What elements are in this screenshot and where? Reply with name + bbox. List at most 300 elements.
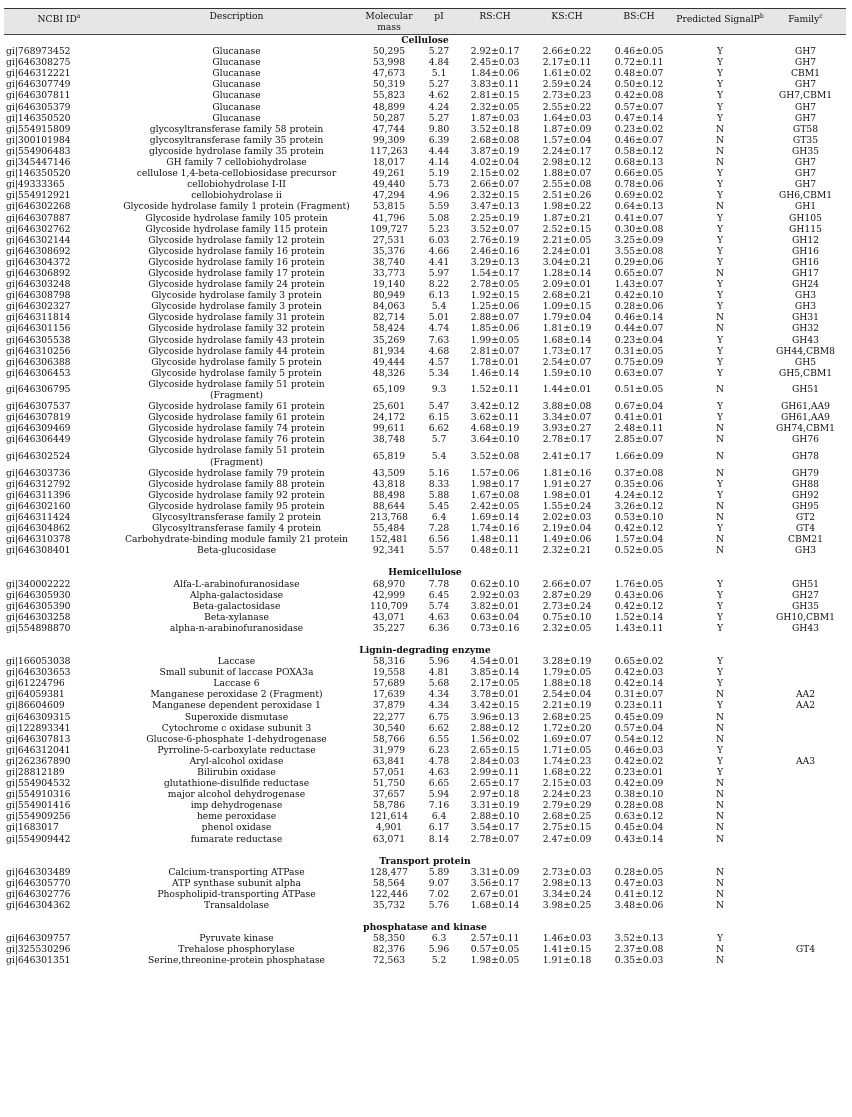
- rs-ch-cell: 3.54±0.17: [470, 822, 520, 834]
- family-cell: GH51: [791, 578, 820, 590]
- table-row: [4, 357, 846, 368]
- signalp-cell: N: [715, 711, 725, 723]
- molecular-mass-cell: 47,294: [372, 190, 406, 202]
- ks-ch-cell: 1.88±0.18: [542, 678, 592, 690]
- molecular-mass-cell: 38,740: [372, 256, 406, 268]
- pi-cell: 6.4: [431, 512, 447, 524]
- table-row: [4, 257, 846, 268]
- molecular-mass-cell: 17,639: [372, 689, 406, 701]
- description-cell: Cytochrome c oxidase subunit 3: [161, 722, 312, 734]
- description-cell: Laccase 6: [213, 678, 260, 690]
- family-cell: [765, 723, 846, 734]
- ks-ch-cell: 2.59±0.24: [542, 79, 592, 91]
- signalp-cell: Y: [716, 700, 724, 712]
- table-row: [4, 168, 846, 179]
- molecular-mass-cell: 57,051: [372, 767, 406, 778]
- bs-ch-cell: 0.42±0.09: [614, 778, 664, 790]
- bs-ch-cell: 0.41±0.01: [614, 412, 664, 424]
- molecular-mass-cell: 84,063: [372, 301, 406, 313]
- signalp-cell: Y: [716, 755, 724, 767]
- molecular-mass-cell: 19,558: [372, 667, 406, 679]
- table-row: [4, 79, 846, 90]
- rs-ch-cell: 0.63±0.04: [470, 611, 520, 623]
- signalp-cell: Y: [716, 301, 724, 313]
- signalp-cell: N: [715, 451, 725, 463]
- signalp-cell: N: [715, 955, 725, 967]
- pi-cell: 6.55: [428, 733, 450, 745]
- rs-ch-cell: 1.48±0.11: [470, 534, 520, 546]
- pi-cell: 4.78: [428, 755, 450, 767]
- table-row: [4, 246, 846, 257]
- bs-ch-cell: 2.85±0.07: [614, 434, 664, 446]
- ks-ch-cell: 1.49±0.06: [542, 534, 592, 546]
- ncbi-id-cell: gi|646312792: [6, 478, 71, 490]
- table-row: [4, 501, 846, 512]
- family-cell: GH35: [791, 600, 820, 612]
- molecular-mass-cell: 37,879: [372, 700, 406, 712]
- description-cell: Beta-xylanase: [204, 611, 269, 623]
- signalp-cell: Y: [716, 656, 724, 668]
- pi-cell: 5.19: [428, 168, 450, 180]
- bs-ch-cell: 0.23±0.01: [614, 767, 664, 778]
- family-cell: GT4: [795, 523, 816, 535]
- col-ncbi-id: NCBI $ID^a$: [4, 9, 114, 35]
- rs-ch-cell: 1.46±0.14: [470, 367, 520, 379]
- family-cell: [765, 678, 846, 689]
- bs-ch-cell: 0.23±0.04: [614, 334, 664, 346]
- ks-ch-cell: 3.28±0.19: [542, 656, 592, 668]
- ks-ch-cell: 2.32±0.21: [542, 545, 592, 557]
- molecular-mass-cell: 38,748: [372, 434, 406, 446]
- rs-ch-cell: 3.96±0.13: [470, 711, 520, 723]
- pi-cell: 6.75: [428, 711, 450, 723]
- ks-ch-cell: 1.81±0.16: [542, 467, 592, 479]
- col-description: Description: [114, 9, 359, 35]
- section-title: Lignin-degrading enzyme: [359, 644, 491, 656]
- description-cell: Glycoside hydrolase family 17 protein: [148, 267, 325, 279]
- molecular-mass-cell: 92,341: [372, 545, 406, 557]
- table-row: [4, 789, 846, 800]
- signalp-cell: N: [715, 267, 725, 279]
- bs-ch-cell: 0.52±0.05: [614, 545, 664, 557]
- pi-cell: 9.07: [428, 877, 450, 889]
- ncbi-id-cell: gi|646301351: [6, 955, 71, 967]
- ncbi-id-cell: gi|122893341: [6, 722, 71, 734]
- bs-ch-cell: 0.65±0.07: [614, 267, 664, 279]
- rs-ch-cell: 3.52±0.08: [470, 451, 520, 463]
- description-cell: Glycoside hydrolase family 88 protein: [148, 478, 325, 490]
- description-cell: phenol oxidase: [201, 822, 272, 834]
- description-cell: Pyruvate kinase: [199, 933, 274, 945]
- ncbi-id-cell: gi|646302762: [6, 223, 71, 235]
- table-row: [4, 822, 846, 833]
- pi-cell: 6.62: [428, 722, 450, 734]
- rs-ch-cell: 1.57±0.06: [470, 467, 520, 479]
- bs-ch-cell: 3.48±0.06: [614, 900, 664, 912]
- pi-cell: 5.1: [431, 68, 447, 80]
- header-row: [4, 9, 846, 35]
- ncbi-id-cell: gi|340002222: [6, 578, 71, 590]
- signalp-cell: N: [715, 423, 725, 435]
- family-cell: [765, 900, 846, 911]
- pi-cell: 5.7: [431, 434, 447, 446]
- description-cell: Glycoside hydrolase family 43 protein: [148, 334, 325, 346]
- ks-ch-cell: 2.02±0.03: [542, 512, 592, 524]
- molecular-mass-cell: 30,540: [372, 722, 406, 734]
- bs-ch-cell: 0.35±0.03: [614, 955, 664, 967]
- rs-ch-cell: 1.98±0.17: [470, 478, 520, 490]
- ks-ch-cell: 2.09±0.01: [542, 279, 592, 291]
- ncbi-id-cell: gi|646310378: [6, 534, 71, 546]
- col-pi: pI: [419, 9, 459, 35]
- signalp-cell: N: [715, 722, 725, 734]
- ncbi-id-cell: gi|646311396: [6, 489, 71, 501]
- bs-ch-cell: 1.76±0.05: [614, 578, 664, 590]
- molecular-mass-cell: 58,350: [372, 933, 406, 945]
- ncbi-id-cell: gi|300101984: [6, 134, 71, 146]
- molecular-mass-cell: 57,689: [372, 678, 406, 690]
- rs-ch-cell: 2.88±0.10: [470, 811, 520, 823]
- description-cell: Pyrroline-5-carboxylate reductase: [157, 744, 316, 756]
- ks-ch-cell: 3.93±0.27: [542, 423, 592, 435]
- bs-ch-cell: 0.44±0.07: [614, 323, 664, 335]
- table-row: [4, 124, 846, 135]
- molecular-mass-cell: 47,744: [372, 123, 406, 135]
- table-row: [4, 579, 846, 590]
- rs-ch-cell: 3.87±0.19: [470, 145, 520, 157]
- table-row: [4, 933, 846, 944]
- description-cell: Small subunit of laccase POXA3a: [159, 667, 314, 679]
- signalp-cell: Y: [716, 667, 724, 679]
- ks-ch-cell: 1.68±0.14: [542, 334, 592, 346]
- ncbi-id-cell: gi|554912921: [6, 190, 71, 202]
- rs-ch-cell: 2.88±0.12: [470, 722, 520, 734]
- rs-ch-cell: 2.42±0.05: [470, 500, 520, 512]
- molecular-mass-cell: 121,614: [370, 811, 408, 823]
- table-row: [4, 401, 846, 412]
- description-cell: glycoside hydrolase family 35 protein: [149, 145, 324, 157]
- ncbi-id-cell: gi|646308692: [6, 245, 71, 257]
- pi-cell: 5.73: [428, 179, 450, 191]
- description-cell: Calcium-transporting ATPase: [168, 866, 305, 878]
- family-cell: GH44,CBM8: [776, 345, 835, 357]
- ks-ch-cell: 2.78±0.17: [542, 434, 592, 446]
- pi-cell: 5.68: [428, 678, 450, 690]
- pi-cell: 6.15: [428, 412, 450, 424]
- description-cell: Glycoside hydrolase family 3 protein: [151, 290, 322, 302]
- table-row: [4, 656, 846, 667]
- bs-ch-cell: 0.69±0.02: [614, 190, 664, 202]
- ncbi-id-cell: gi|646304862: [6, 523, 71, 535]
- description-cell: Carbohydrate-binding module family 21 protein: [125, 534, 348, 546]
- ncbi-id-cell: gi|646301156: [6, 323, 71, 335]
- signalp-cell: N: [715, 312, 725, 324]
- bs-ch-cell: 0.46±0.05: [614, 46, 664, 58]
- ncbi-id-cell: gi|646310256: [6, 345, 71, 357]
- col-molecular-mass: Molecular mass: [359, 9, 419, 35]
- family-cell: GH35: [791, 145, 820, 157]
- ks-ch-cell: 2.66±0.22: [542, 46, 592, 58]
- family-cell: GH61,AA9: [780, 412, 831, 424]
- rs-ch-cell: 4.02±0.04: [470, 157, 520, 169]
- signalp-cell: N: [715, 733, 725, 745]
- description-cell: Glucanase: [212, 57, 261, 69]
- bs-ch-cell: 1.57±0.04: [614, 534, 664, 546]
- description-cell: Glycoside hydrolase family 16 protein: [148, 245, 325, 257]
- molecular-mass-cell: 80,949: [372, 290, 406, 302]
- table-row: [4, 445, 846, 467]
- ncbi-id-cell: gi|1683017: [6, 822, 59, 834]
- molecular-mass-cell: 49,261: [372, 168, 406, 180]
- ks-ch-cell: 1.79±0.04: [542, 312, 592, 324]
- pi-cell: 5.2: [431, 955, 447, 967]
- family-cell: [765, 933, 846, 944]
- description-cell: ATP synthase subunit alpha: [172, 877, 301, 889]
- pi-cell: 5.45: [428, 500, 450, 512]
- table-row: [4, 889, 846, 900]
- pi-cell: 4.84: [428, 57, 450, 69]
- family-cell: [765, 734, 846, 745]
- molecular-mass-cell: 88,498: [372, 489, 406, 501]
- rs-ch-cell: 2.65±0.15: [470, 744, 520, 756]
- signalp-cell: N: [715, 888, 725, 900]
- pi-cell: 6.13: [428, 290, 450, 302]
- signalp-cell: Y: [716, 223, 724, 235]
- table-row: [4, 157, 846, 168]
- ks-ch-cell: 1.46±0.03: [542, 933, 592, 945]
- signalp-cell: N: [715, 944, 725, 956]
- bs-ch-cell: 4.24±0.12: [614, 489, 664, 501]
- ncbi-id-cell: gi|646308275: [6, 57, 71, 69]
- ncbi-id-cell: gi|646309469: [6, 423, 71, 435]
- table-row: [4, 368, 846, 379]
- description-cell: Aryl-alcohol oxidase: [189, 755, 284, 767]
- family-cell: GH3: [794, 545, 817, 557]
- ks-ch-cell: 2.21±0.05: [542, 234, 592, 246]
- description-cell: cellobiohydrolase ii: [191, 190, 282, 202]
- table-row: [4, 878, 846, 889]
- rs-ch-cell: 1.84±0.06: [470, 68, 520, 80]
- pi-cell: 5.97: [428, 267, 450, 279]
- rs-ch-cell: 1.85±0.06: [470, 323, 520, 335]
- family-cell: GH7,CBM1: [778, 90, 833, 102]
- ks-ch-cell: 1.71±0.05: [542, 744, 592, 756]
- pi-cell: 5.08: [428, 212, 450, 224]
- table-row: [4, 412, 846, 423]
- description-cell: Glycoside hydrolase family 1 protein (Fragment): [123, 201, 350, 213]
- ncbi-id-cell: gi|646305770: [6, 877, 71, 889]
- ks-ch-cell: 1.59±0.10: [542, 367, 592, 379]
- bs-ch-cell: 0.23±0.02: [614, 123, 664, 135]
- description-cell: Glycoside hydrolase family 76 protein: [148, 434, 325, 446]
- molecular-mass-cell: 55,484: [372, 523, 406, 535]
- molecular-mass-cell: 49,440: [372, 179, 406, 191]
- section-header: [4, 35, 846, 47]
- signalp-cell: Y: [716, 933, 724, 945]
- ncbi-id-cell: gi|646308798: [6, 290, 71, 302]
- ks-ch-cell: 1.88±0.07: [542, 168, 592, 180]
- ks-ch-cell: 3.34±0.24: [542, 888, 592, 900]
- family-cell: GH24: [791, 279, 820, 291]
- rs-ch-cell: 2.65±0.17: [470, 778, 520, 790]
- molecular-mass-cell: 82,376: [372, 944, 406, 956]
- table-row: [4, 756, 846, 767]
- ncbi-id-cell: gi|646309757: [6, 933, 71, 945]
- ncbi-id-cell: gi|646305930: [6, 589, 71, 601]
- col-bs-ch: BS:CH: [603, 9, 675, 35]
- molecular-mass-cell: 58,786: [372, 800, 406, 812]
- description-cell: [114, 379, 359, 401]
- family-cell: GH6,CBM1: [778, 190, 833, 202]
- ncbi-id-cell: gi|554910316: [6, 789, 71, 801]
- rs-ch-cell: 1.25±0.06: [470, 301, 520, 313]
- family-cell: GH78: [791, 451, 820, 463]
- family-cell: GH95: [791, 500, 820, 512]
- rs-ch-cell: 4.68±0.19: [470, 423, 520, 435]
- section-header: [4, 845, 846, 867]
- description-cell: Manganese dependent peroxidase 1: [152, 700, 321, 712]
- ncbi-id-cell: gi|646307749: [6, 79, 71, 91]
- bs-ch-cell: 0.68±0.13: [614, 157, 664, 169]
- ncbi-id-cell: gi|646312041: [6, 744, 71, 756]
- rs-ch-cell: 1.98±0.05: [470, 955, 520, 967]
- signalp-cell: N: [715, 157, 725, 169]
- description-cell: Glycoside hydrolase family 31 protein: [148, 312, 325, 324]
- ncbi-id-cell: gi|646303248: [6, 279, 71, 291]
- signalp-cell: Y: [716, 367, 724, 379]
- table-row: [4, 179, 846, 190]
- signalp-cell: Y: [716, 179, 724, 191]
- signalp-cell: Y: [716, 622, 724, 634]
- table-row: [4, 778, 846, 789]
- table-row: [4, 601, 846, 612]
- molecular-mass-cell: 65,819: [372, 451, 406, 463]
- ncbi-id-cell: gi|146350520: [6, 112, 71, 124]
- molecular-mass-cell: 53,815: [372, 201, 406, 213]
- rs-ch-cell: 3.56±0.17: [470, 877, 520, 889]
- family-cell: GH76: [791, 434, 820, 446]
- table-row: [4, 745, 846, 756]
- bs-ch-cell: 0.43±0.14: [614, 833, 664, 845]
- pi-cell: 6.17: [428, 822, 450, 834]
- bs-ch-cell: 0.57±0.04: [614, 722, 664, 734]
- rs-ch-cell: 2.84±0.03: [470, 755, 520, 767]
- molecular-mass-cell: 18,017: [372, 157, 406, 169]
- ncbi-id-cell: gi|554904532: [6, 778, 71, 790]
- table-row: [4, 90, 846, 101]
- bs-ch-cell: 1.66±0.09: [614, 451, 664, 463]
- description-cell: glycosyltransferase family 58 protein: [149, 123, 324, 135]
- description-cell: Glycoside hydrolase family 115 protein: [145, 223, 328, 235]
- bs-ch-cell: 0.41±0.07: [614, 212, 664, 224]
- bs-ch-cell: 1.43±0.07: [614, 279, 664, 291]
- description-cell: fumarate reductase: [190, 833, 283, 845]
- pi-cell: 6.36: [428, 622, 450, 634]
- signalp-cell: Y: [716, 611, 724, 623]
- family-cell: GH1: [794, 201, 817, 213]
- table-row: [4, 57, 846, 68]
- rs-ch-cell: 2.78±0.07: [470, 833, 520, 845]
- family-cell: [765, 745, 846, 756]
- ncbi-id-cell: gi|86604609: [6, 700, 65, 712]
- signalp-cell: N: [715, 434, 725, 446]
- molecular-mass-cell: 72,563: [372, 955, 406, 967]
- ks-ch-cell: 2.51±0.26: [542, 190, 592, 202]
- table-row: [4, 623, 846, 634]
- signalp-cell: Y: [716, 589, 724, 601]
- table-row: [4, 811, 846, 822]
- bs-ch-cell: 0.63±0.07: [614, 367, 664, 379]
- pi-cell: 7.02: [428, 888, 450, 900]
- signalp-cell: N: [715, 900, 725, 912]
- molecular-mass-cell: 213,768: [370, 512, 408, 524]
- bs-ch-cell: 0.50±0.12: [614, 79, 664, 91]
- ks-ch-cell: 2.19±0.04: [542, 523, 592, 535]
- ncbi-id-cell: gi|146350520: [6, 168, 71, 180]
- pi-cell: 5.76: [428, 900, 450, 912]
- ks-ch-cell: 1.61±0.02: [542, 68, 592, 80]
- ks-ch-cell: 2.17±0.11: [542, 57, 592, 69]
- description-line: (Fragment): [209, 456, 264, 468]
- signalp-cell: N: [715, 545, 725, 557]
- ks-ch-cell: 1.81±0.19: [542, 323, 592, 335]
- description-cell: Glucose-6-phosphate 1-dehydrogenase: [146, 733, 327, 745]
- rs-ch-cell: 2.57±0.11: [470, 933, 520, 945]
- ks-ch-cell: 2.52±0.15: [542, 223, 592, 235]
- ks-ch-cell: 1.57±0.04: [542, 134, 592, 146]
- signalp-cell: N: [715, 534, 725, 546]
- bs-ch-cell: 0.43±0.06: [614, 589, 664, 601]
- molecular-mass-cell: 68,970: [372, 578, 406, 590]
- ks-ch-cell: 2.54±0.07: [542, 356, 592, 368]
- ncbi-id-cell: gi|646306795: [6, 384, 71, 396]
- signalp-cell: N: [715, 512, 725, 524]
- molecular-mass-cell: 43,818: [372, 478, 406, 490]
- ks-ch-cell: 2.75±0.15: [542, 822, 592, 834]
- molecular-mass-cell: 152,481: [370, 534, 408, 546]
- description-cell: Glycosyltransferase family 4 protein: [151, 523, 322, 535]
- rs-ch-cell: 1.68±0.14: [470, 900, 520, 912]
- description-cell: Glycosyltransferase family 2 protein: [151, 512, 322, 524]
- ncbi-id-cell: gi|646306453: [6, 367, 71, 379]
- family-cell: GH61,AA9: [780, 401, 831, 413]
- ks-ch-cell: 2.21±0.19: [542, 700, 592, 712]
- signalp-cell: Y: [716, 334, 724, 346]
- ks-ch-cell: 2.24±0.01: [542, 245, 592, 257]
- rs-ch-cell: 0.48±0.11: [470, 545, 520, 557]
- family-cell: GH5: [794, 356, 817, 368]
- ks-ch-cell: 1.69±0.07: [542, 733, 592, 745]
- ncbi-id-cell: gi|646307811: [6, 90, 71, 102]
- table-row: [4, 235, 846, 246]
- pi-cell: 4.14: [428, 157, 450, 169]
- rs-ch-cell: 2.76±0.19: [470, 234, 520, 246]
- family-cell: GH5,CBM1: [778, 367, 833, 379]
- molecular-mass-cell: 33,773: [372, 267, 406, 279]
- col-rs-ch: RS:CH: [459, 9, 531, 35]
- family-cell: [765, 889, 846, 900]
- table-row: [4, 102, 846, 113]
- description-cell: Glycoside hydrolase family 61 protein: [148, 401, 325, 413]
- pi-cell: 5.34: [428, 367, 450, 379]
- signalp-cell: Y: [716, 478, 724, 490]
- ks-ch-cell: 2.98±0.13: [542, 877, 592, 889]
- pi-cell: 4.24: [428, 101, 450, 113]
- molecular-mass-cell: 122,446: [370, 888, 408, 900]
- bs-ch-cell: 0.42±0.12: [614, 600, 664, 612]
- pi-cell: 7.78: [428, 578, 450, 590]
- family-cell: [765, 667, 846, 678]
